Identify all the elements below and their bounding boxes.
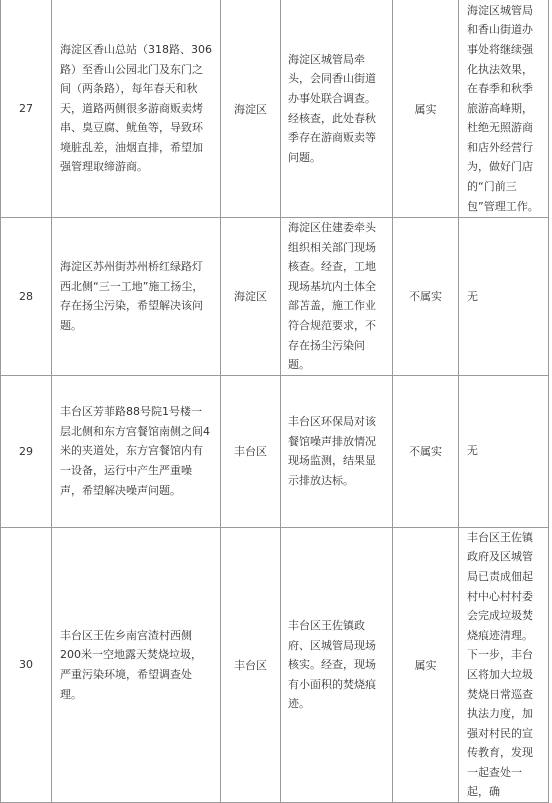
table-row [1,527,549,802]
investigation-result: 海淀区住建委牵头组织相关部门现场核查。经查，工地现场基坑内土体全部苫盖，施工作业符合规范要求，不存在扬尘污染问题。 [281,218,393,376]
handling-measures: 丰台区王佐镇政府及区城管局已责成佃起村中心村村委会完成垃圾焚烧痕迹清理。下一步，丰台区将加大垃圾焚烧日常巡查执法力度，加强对村民的宣传教育，发现一起查处一起，确 [459,527,549,802]
verdict-cell: 属实 [393,0,459,218]
investigation-result: 海淀区城管局牵头，会同香山街道办事处联合调查。经核查，此处春秋季存在游商贩卖等问题。 [281,0,393,218]
table-row [1,375,549,527]
district-cell: 丰台区 [221,527,281,802]
complaint-description: 海淀区香山总站（318路、306路）至香山公园北门及东门之间（两条路），每年春天和秋天，道路两侧很多游商贩卖烤串、臭豆腐、鱿鱼等，导致环境脏乱差，油烟直排，希望加强管理取缔游商。 [52,0,221,218]
table-row [1,0,549,218]
verdict-cell: 属实 [393,527,459,802]
row-number: 28 [1,218,52,376]
verdict-cell: 不属实 [393,218,459,376]
table-row [1,218,549,376]
verdict-cell: 不属实 [393,375,459,527]
investigation-result: 丰台区王佐镇政府、区城管局现场核实。经查，现场有小面积的焚烧痕迹。 [281,527,393,802]
row-number: 27 [1,0,52,218]
complaint-description: 海淀区苏州街苏州桥红绿路灯西北侧“三一工地”施工扬尘，存在扬尘污染，希望解决该问题。 [52,218,221,376]
investigation-result: 丰台区环保局对该餐馆噪声排放情况现场监测，结果显示排放达标。 [281,375,393,527]
handling-measures: 海淀区城管局和香山街道办事处将继续强化执法效果，在春季和秋季旅游高峰期，杜绝无照游商和店外经营行为，做好门店的“门前三包”管理工作。 [459,0,549,218]
district-cell: 丰台区 [221,375,281,527]
handling-measures: 无 [459,218,549,376]
complaint-description: 丰台区王佐乡南宫渣村西侧200米一空地露天焚烧垃圾，严重污染环境，希望调查处理。 [52,527,221,802]
district-cell: 海淀区 [221,218,281,376]
district-cell: 海淀区 [221,0,281,218]
handling-measures: 无 [459,375,549,527]
row-number: 29 [1,375,52,527]
complaint-description: 丰台区芳菲路88号院1号楼一层北侧和东方宫餐馆南侧之间4米的夹道处，东方宫餐馆内有一设备，运行中产生严重噪声，希望解决噪声问题。 [52,375,221,527]
row-number: 30 [1,527,52,802]
